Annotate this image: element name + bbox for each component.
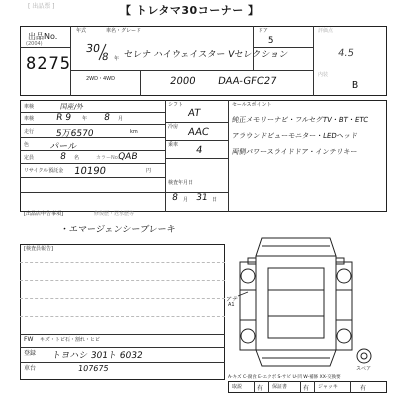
inspection-date-month: 8 — [171, 193, 179, 203]
seller-notes-label: [出品店申告事項] — [24, 211, 63, 217]
diagram-note-left: アテ — [225, 296, 239, 303]
seats-value: 4 — [195, 145, 204, 156]
sales-point-line-1: 純正メモリーナビ・フルセグTV・BT・ETC — [231, 116, 369, 124]
diagram-note-left-2: A1 — [228, 302, 235, 308]
sales-points-label: セールスポイント — [232, 102, 272, 108]
model-code-value: DAA-GFC27 — [217, 76, 278, 87]
displacement-value: 2000 — [169, 76, 197, 87]
inspection-month-unit: 月 — [118, 116, 124, 122]
import-label: 車検 — [24, 104, 35, 110]
sales-point-line-2: アラウンドビューモニター・LEDヘッド — [231, 132, 359, 140]
capacity-unit: 名 — [74, 155, 80, 161]
seats-label: 乗車 — [168, 142, 179, 148]
seller-notes-subnote: 修復歴・冠水歴等 — [94, 211, 135, 217]
car-name-label: 車名・グレード — [106, 28, 142, 34]
shift-value: AT — [187, 108, 201, 119]
frame-label: 車台 — [24, 365, 37, 372]
acc-div-5 — [350, 381, 351, 393]
aircon-value: AAC — [187, 127, 210, 138]
score-value: 4.5 — [337, 48, 355, 59]
lot-label: 出品No. — [28, 32, 58, 41]
warranty-label: 保証書 — [272, 384, 288, 390]
damage-legend: A-キズ C-腐食 E-エクボ S-サビ U-凹 W-補修 XX-交換要 — [228, 375, 341, 380]
color-code-value: QAB — [117, 152, 139, 162]
model-year-value: 30 — [85, 42, 101, 55]
recycle-label: リサイクル預託金 — [24, 168, 64, 174]
drive-options: 2WD・4WD — [86, 76, 115, 82]
faint-top-text: [ 出品票 ] — [28, 3, 55, 10]
sales-point-line-3: 両側パワースライドドア・インテリキー — [231, 148, 358, 156]
diagram-spare-label: スペア — [356, 366, 372, 372]
inspection-date-day-unit: 日 — [212, 197, 218, 203]
acc-div-3 — [300, 381, 301, 393]
registration-label: 登録 — [24, 350, 37, 357]
model-month-value: 8 — [101, 52, 110, 63]
color-label: 色 — [24, 142, 30, 148]
inspector-label: [検査員報告] — [24, 246, 53, 252]
doors-value: 5 — [268, 36, 274, 46]
mileage-unit: km — [130, 129, 138, 135]
fw-text: キズ・トビ石・割れ・ヒビ — [40, 337, 100, 343]
score-label: 評価点 — [318, 28, 334, 34]
interior-label: 内装 — [318, 72, 329, 78]
lot-small-note: (2004) — [26, 41, 43, 47]
manual-label: 取説 — [232, 384, 243, 390]
inspection-date-month-unit: 月 — [183, 197, 189, 203]
acc-div-4 — [314, 381, 315, 393]
acc-div-2 — [268, 381, 269, 393]
mileage-value: 5万6570 — [55, 129, 95, 139]
jack-label: ジャッキ — [318, 384, 338, 390]
inspection-date-day: 31 — [195, 193, 209, 203]
color-code-label: カラーNo. — [96, 155, 120, 161]
year-label: 年式 — [76, 28, 87, 34]
mileage-label: 走行 — [24, 129, 35, 135]
warranty-value: 有 — [303, 385, 310, 392]
capacity-value: 8 — [59, 152, 67, 162]
lot-number: 8275 — [26, 54, 71, 74]
aircon-label: 冷房 — [168, 124, 179, 130]
fw-label: FW — [24, 336, 34, 343]
recycle-value: 10190 — [73, 166, 107, 177]
color-value: パール — [49, 142, 78, 152]
car-name-value: セレナ ハイウェイスター Vセレクション — [123, 50, 289, 60]
jack-value: 有 — [360, 385, 367, 392]
inspection-date-label: 検査年月日 — [168, 180, 194, 186]
capacity-label: 定員 — [24, 155, 35, 161]
acc-div-1 — [254, 381, 255, 393]
inspection-year-unit: 年 — [82, 116, 88, 122]
inspection-year: R 9 — [55, 113, 72, 123]
recycle-unit: 円 — [146, 168, 152, 174]
manual-value: 有 — [257, 385, 264, 392]
frame-value: 107675 — [77, 364, 110, 373]
seller-remark: ・エマージェンシーブレーキ — [59, 225, 177, 235]
import-value: 国産/外 — [59, 103, 84, 111]
inspection-label: 車検 — [24, 116, 35, 122]
banner-title: 【 トレタマ30コーナー 】 — [120, 4, 260, 17]
doors-label: ドア — [258, 28, 268, 34]
interior-value: B — [352, 80, 359, 91]
inspection-month: 8 — [103, 113, 111, 123]
shift-label: シフト — [168, 102, 184, 108]
model-month-unit: 年 — [114, 56, 120, 62]
registration-value: トヨハシ 301ト 6032 — [51, 351, 144, 361]
